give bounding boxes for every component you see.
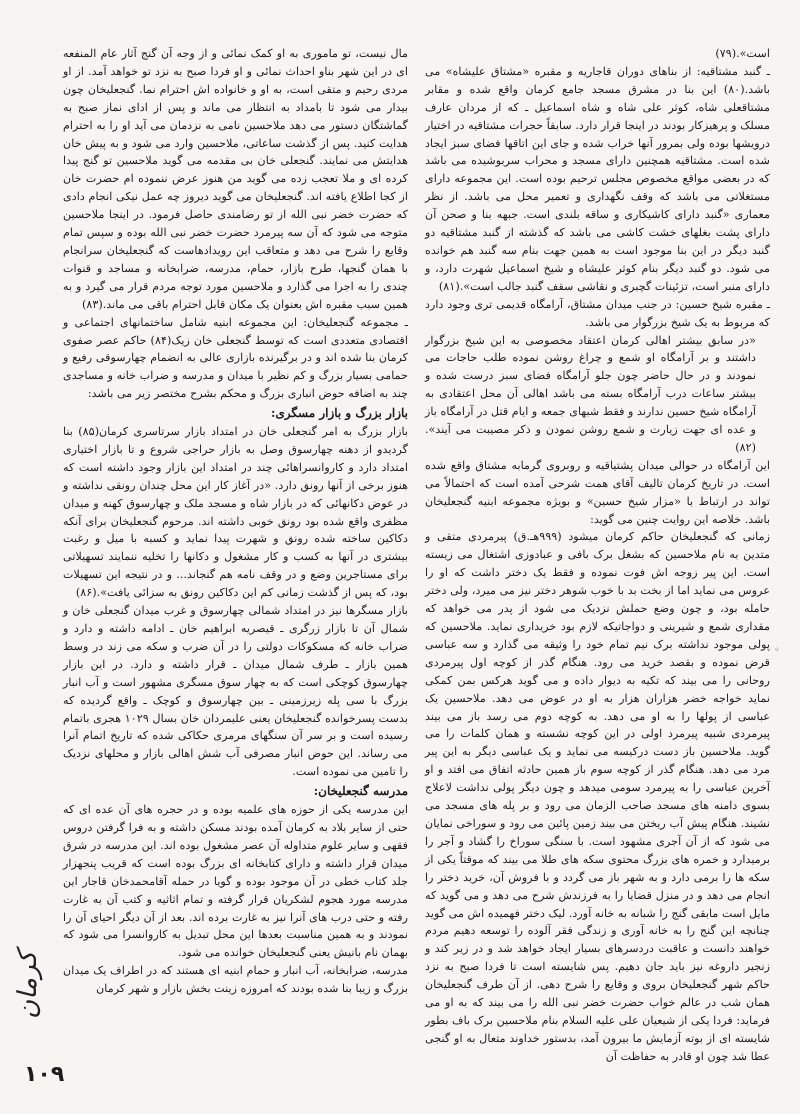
margin-mark: ◦: [774, 645, 780, 656]
left-col-paragraph: بازار بزرگ به امر گنجعلی خان در امتداد بازار سرتاسری کرمان(۸۵) بنا گردیدو از دهنه چهارسوق وصل به بازار حراجی شروع و تا بازار اختیاری امتداد دارد و کاروانسراهائی چند در امتداد این بازار وجود داشته است که هنوز برخی از آنها رونق دارد. «در آغاز کار این محل چندان رونقی نداشته و در عوض دکانهائی که در بازار شاه و مسجد ملک و چهارسوق کهنه و میدان مظفری واقع شده بود رونق خوبی داشته اند. مرحوم گنجعلیخان برای آنکه دکاکین ساخته شده رونق و شهرت پیدا نماید و کسبه با میل و رغبت بیشتری در آنها به کسب و کار مشغول و دکانها را تخلیه ننمایند تسهیلاتی برای مستاجرین وضع و در وقف نامه هم گنجاند... و در نتیجه این تسهیلات بود، که پس از گذشت زمانی کم این دکاکین رونق به سزائی یافت».(۸۶): [63, 425, 408, 600]
page-number: ۱۰۹: [24, 1062, 65, 1087]
left-col-paragraph: ـ مجموعه گنجعلیخان: این مجموعه ابنیه شامل ساختمانهای اجتماعی و اقتصادی متعددی است که توسط گنجعلی خان زیک(۸۴) حاکم عصر صفوی کرمان بنا شده اند و در برگیرنده بازاری عالی به انضمام چهارسوقی رفیع و حمامی بسیار بزرگ و کم نظیر با میدان و مدرسه و ضراب خانه و مساجدی چند به اضافه حوض انباری بزرگ و محکم بشرح مختصر زیر می باشد:: [63, 315, 409, 401]
left-col-heading: بازار بزرگ و بازار مسگری:: [270, 406, 408, 421]
left-col-paragraph: این مدرسه یکی از حوزه های علمیه بوده و در حجره های آن عده ای که حتی از سایر بلاد به کرمان آمده بودند مسکن داشته و به فرا گرفتن دروس فقهی و سایر علوم متداوله آن عصر مشغول بوده اند. این مدرسه در شرق میدان قرار داشته و دارای کتابخانه ای بزرگ بوده است که قریب پنجهزار جلد کتاب خطی در آن موجود بوده و گویا در حمله آقامحمدخان قاجار این مدرسه مورد هجوم لشکریان قرار گرفته و تمام اثاثیه و کتب آن به غارت رفته و حتی درب های آنرا نیز به غارت برده اند. بعد از آن دیگر احیای آن را نمودند و به همین مناسبت بعدها این محل تبدیل به کاروانسرا می شود که بهمان نام بانیش یعنی گنجعلیخان خوانده می شود.: [63, 803, 408, 960]
left-column: [63, 45, 408, 1055]
left-col-paragraph: مال نیست، تو ماموری به او کمک نمائی و از وجه آن گنج آثار عام المنفعه ای در این شهر بناو احداث نمائی و او فردا صبح به نزد تو خواهد آمد. از او مردی رحیم و متقی است، به او و خانواده اش احترام نما. گنجعلیخان چون بیدار می شود تا بامداد به انتظار می ماند و پس از ادای نماز صبح به گماشتگان دستور می دهد ملاحسین نامی به نزدمان می آید او را به احترام هدایت کنید. پس از گذشت ساعاتی، ملاحسین وارد می شود و به پیش خان هدایتش می نمایند. گنجعلی خان بی مقدمه می گوید ملاحسین تو گنج پیدا کرده ای و ملا تعجب زده می گوید من هنوز عرض ننموده ام حضرت خان از کجا اطلاع یافته اند. گنجعلیخان می گوید دیروز چه عمل نیکی انجام دادی که حضرت خضر نبی الله از تو رضامندی حاصل فرمود. در اینجا ملاحسین متوجه می شود که آن سه پیرمرد حضرت خضر نبی الله بوده و سپس تمام وقایع را شرح می دهد و متعاقب این رویدادهاست که گنجعلیخان سرانجام با همان گنجها، طرح بازار، حمام، مدرسه، ضرابخانه و مساجد و قنوات چندی را به اجرا می گذارد و ملاحسین مورد توجه مردم قرار می گیرد و به همین سبب مقبره اش بعنوان یک مکان قابل احترام باقی می ماند.(۸۳): [63, 47, 408, 311]
right-col-paragraph: ـ مقبره شیخ حسین: در جنب میدان مشتاق، آرامگاه قدیمی تری وجود دارد که مربوط به یک شیخ بزرگوار می باشد.: [425, 297, 770, 329]
right-col-paragraph: ـ گنبد مشتاقیه: از بناهای دوران قاجاریه و مقبره «مشتاق علیشاه» می باشد.(۸۰) این بنا در مشرق مسجد جامع کرمان واقع شده و مقابر مشتاقعلی شاه، کوثر علی شاه و شاه اسماعیل ـ که از مردان عارف مسلک و پرهیزکار بودند در اینجا قرار دارد. سابقاً حجرات مشتاقیه در اختیار درویشها بوده ولی بمرور آنها خراب شده و جای این اتاقها فضای سبز ایجاد شده است. مشتاقیه همچنین دارای مسجد و محراب سربوشیده می باشد که در بعضی مواقع مخصوص مجلس ترحیم بوده است. این مجموعه دارای مستغلاتی می باشد که وقف نگهداری و تعمیر محل می باشد. از نظر معماری «گنبد دارای کاشیکاری و ساقه بلندی است. جبهه بنا و صحن آن دارای پشت بغلهای خشت کاشی می باشد که گذشته از گنبد مشتاقیه دو گنبد دیگر در این بنا موجود است به همین جهت بنام سه گنبد هم خوانده می شود. دو گنبد دیگر بنام کوثر علیشاه و شیخ اسماعیل شهرت دارد، و دارای منبر است، تزئینات گچبری و نقاشی سقف گنبد جالب است».(۸۱): [425, 64, 770, 293]
right-col-paragraph: است».(۷۹): [715, 47, 770, 60]
kerman-logo: [6, 920, 66, 1050]
right-col-paragraph: این آرامگاه در حوالی میدان پشتیاقیه و روبروی گرمابه مشتاق واقع شده است. در تاریخ کرمان تالیف آقای همت شرحی آمده است که احتمالاً می تواند در ارتباط با «مزار شیخ حسین» و بویژه مجموعه ابنیه گنجعلیخان باشد. خلاصه این روایت چنین می گوید:: [425, 458, 770, 526]
right-col-paragraph: زمانی که گنجعلیخان حاکم کرمان میشود (۹۹۹هـ.ق) پیرمردی متقی و متدین به نام ملاحسین که بشغل برک بافی و عبادوزی اشتغال می زیسته است. این پیر زوجه اش فوت نموده و فقط یک دختر داشت که او را عروس می نماید اما از بخت بد با خوب شوهر دختر نیز می میرد، ولی دختر حامله بود، و چون وضع حملش نزدیک می شود از پدر می خواهد که مقداری شمع و شیرینی و دواجاتیکه لازم بود خریداری نماید. ملاحسین که پولی موجود نداشته برک نیم تمام خود را وثیقه می گذارد و سه عباسی قرض نموده و بقصد خرید می رود. هنگام گذر از کوچه اول پیرمردی روحانی را می بیند که تکیه به دیوار داده و می گوید هرکس بمن کمکی نماید خواجه خضر هزاران هزار به او در عوض می دهد. ملاحسین یک عباسی از پولها را به او می دهد. به کوچه دوم می رسد باز می بیند پیرمردی شبیه پیرمرد اولی در این کوچه نشسته و همان کلمات را می گوید. ملاحسین باز دست درکیسه می نماید و یک عباسی دیگر به این پیر مرد می دهد. هنگام گذر از کوچه سوم باز همین حادثه اتفاق می افتد و او آخرین عباسی را به پیرمرد سومی میدهد و چون دیگر پولی نداشت لاعلاج بسوی دامنه های مسجد صاحب الزمان می رود و بر پله های مسجد می نشیند. هنگام پیش آب ریختن می بیند زمین پائین می رود و سوراخی نمایان می شود که از آن آجری مشهود است. با سنگی سوراخ را گشاد و آجر را برمیدارد و خمره های بزرگ محتوی سکه های طلا می بیند که موقتاً یکی از سکه ها را برمی دارد و به شهر باز می گردد و با فروش آن، خرید دختر را انجام می دهد و در منزل قضایا را به فرزندش شرح می دهد و می گوید که مایل است مابقی گنج را شبانه به خانه آورد. لیک دختر فهمیده اش می گوید چنانچه این گنج را به خانه آوری و زندگی فقر آلوده را توسعه دهیم مردم خواهند دانست و عاقبت دردسرهای بسیار ایجاد خواهد شد و در زیر کند و زنجیر داروغه نیز باید جان دهیم. پس شایسته است تا فردا صبح به نزد حاکم شهر گنجعلیخان بروی و وقایع را شرح دهی. از آن طرف گنجعلیخان همان شب در عالم خواب حضرت خضر نبی الله را می بیند که به او می فرماید: فردا یکی از شیعیان علی علیه السلام بنام ملاحسین برک باف بطور شایسته ای از بوته آزمایش ما بیرون آمد، بدستور خداوند متعال به او گنجی عطا شد چون او قادر به حفاظت آن: [425, 530, 770, 1063]
left-col-paragraph: مدرسه، ضرابخانه، آب انبار و حمام ابنیه ای هستند که در اطراف یک میدان بزرگ و زیبا بنا شده بودند که امروزه زینت بخش بازار و شهر کرمان: [63, 964, 408, 996]
right-column: [425, 45, 770, 1063]
left-col-heading: مدرسه گنجعلیخان:: [313, 784, 408, 799]
right-col-paragraph: «در سابق بیشتر اهالی کرمان اعتقاد مخصوصی به این شیخ بزرگوار داشتند و بر آرامگاه او شمع و چراغ روشن نموده طلب حاجات می نمودند و در حال حاضر چون جلو آرامگاه فضای سبز درست شده و بیشتر ساعات درب آرامگاه بسته می باشد اهالی آن محل اعتقادی به آرامگاه شیخ حسین ندارند و فقط شبهای جمعه و ایام قتل در آرامگاه باز و عده ای جهت زیارت و شمع روشن نمودن و ذکر مصیبت می آیند».(۸۲): [425, 333, 756, 454]
logo-text: کرمان: [13, 951, 43, 1019]
left-col-paragraph: بازار مسگرها نیز در امتداد شمالی چهارسوق و غرب میدان گنجعلی خان و شمال آن تا بازار زرگری ـ قیصریه ابراهیم خان ـ ادامه داشته و دارد و ضراب خانه که مسکوکات دولتی را در آن ضرب و سکه می زند در وسط همین بازار ـ طرف شمال میدان ـ قرار داشته و دارد. در این بازار چهارسوق کوچکی است که به چهار سوق مسگری مشهور است و آب انبار بزرگ با سی پله زیرزمینی ـ بین چهارسوق و کوچک ـ واقع گردیده که بدست پسرخوانده گنجعلیخان یعنی علیمردان خان بسال ۱۰۲۹ هجری باتمام رسیده است و بر سر آن سنگهای مرمری حکاکی شده که تاریخ اتمام آنرا می رساند. این حوض انبار مصرفی آب شش اهالی بازار و محلهای نزدیک را تامین می نموده است.: [63, 604, 408, 779]
